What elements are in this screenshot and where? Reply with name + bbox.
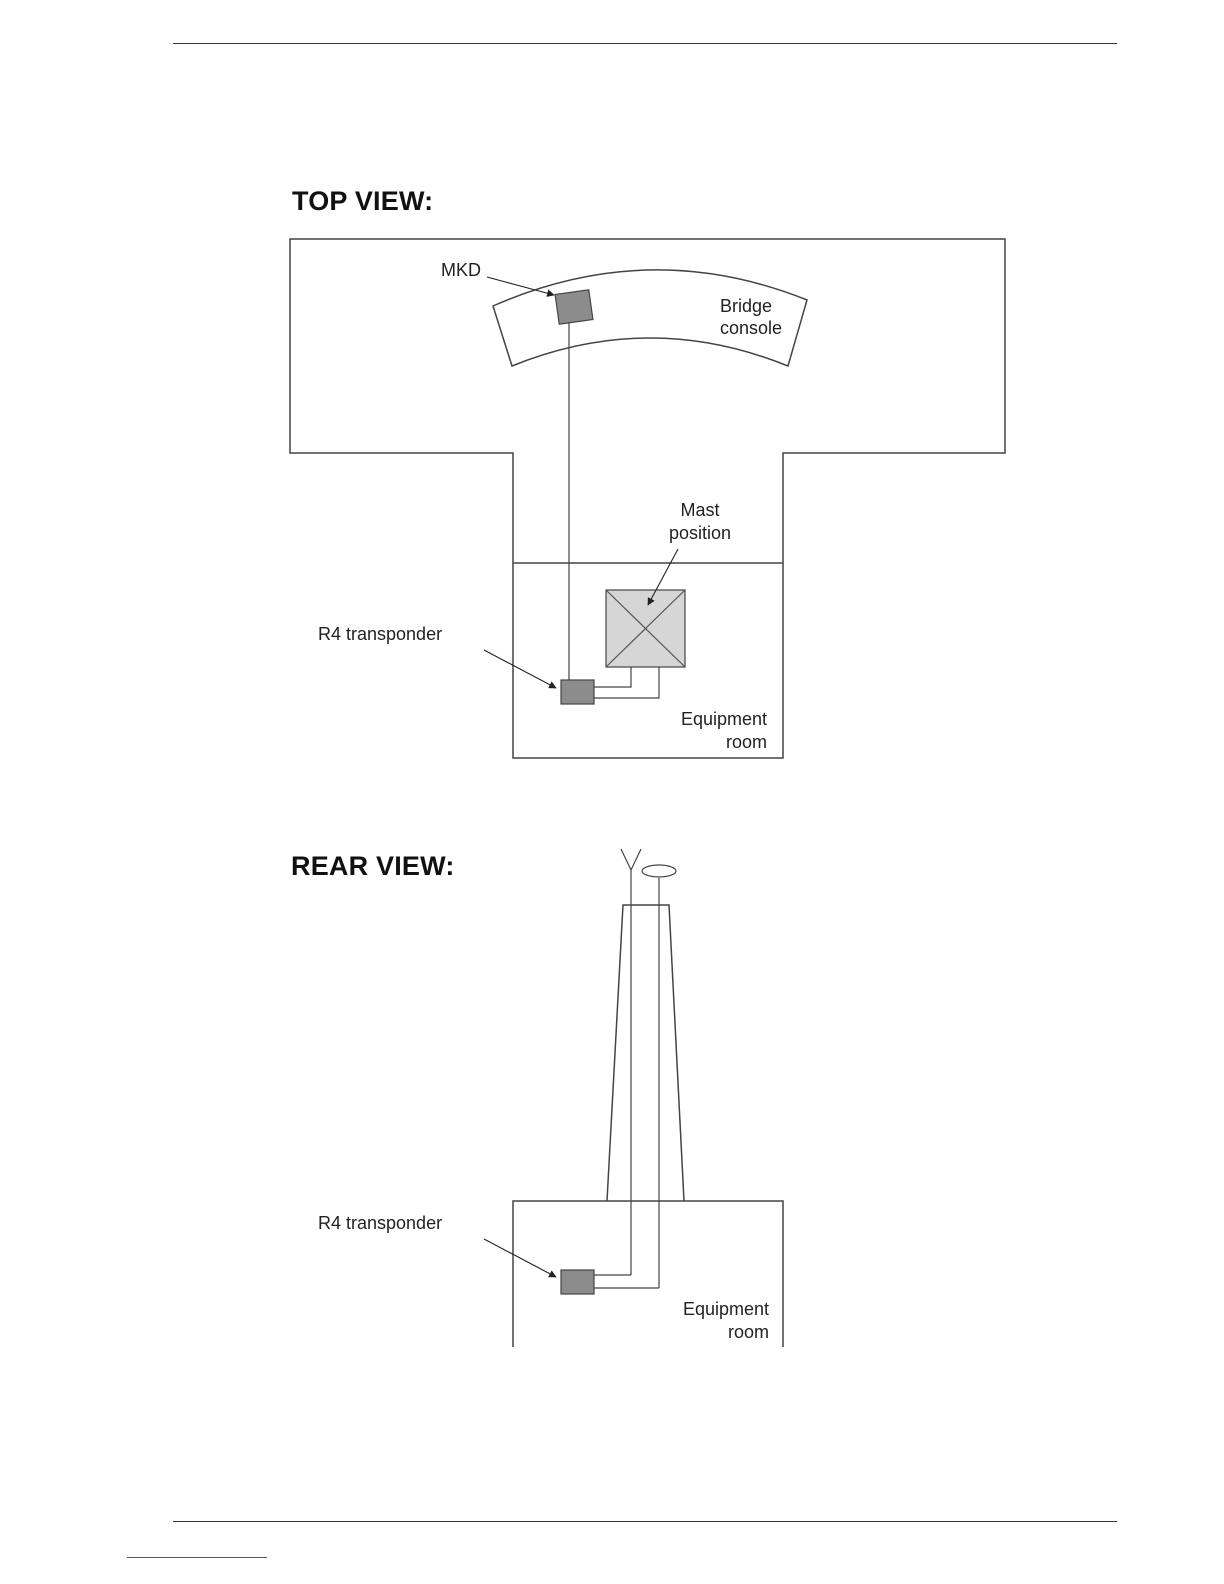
top-view-diagram: [290, 239, 1005, 758]
mast-position-label-line1: Mast: [680, 500, 720, 520]
rear-view-diagram: [318, 849, 783, 1347]
mkd-label: MKD: [441, 260, 481, 280]
rear-view-heading: REAR VIEW:: [291, 851, 455, 881]
equipment-room-label-top-line2: room: [725, 732, 767, 752]
mkd-arrow: [487, 277, 554, 295]
bridge-console-label-line2: console: [720, 318, 783, 338]
equipment-room-label-rear-line2: room: [727, 1322, 769, 1342]
equipment-room-label-rear-line1: Equipment: [682, 1299, 769, 1319]
gps-antenna-icon: [642, 865, 676, 877]
transponder-arrow-top: [484, 650, 556, 688]
r4-transponder-rear: [561, 1270, 594, 1294]
r4-transponder-top: [561, 680, 594, 704]
ship-outline-top: [290, 239, 1005, 758]
footer-rule: [173, 1521, 1117, 1522]
top-view-heading: TOP VIEW:: [292, 186, 434, 216]
footer-link-underline: [127, 1557, 267, 1558]
mast-rear: [607, 905, 684, 1201]
vhf-antenna-icon: [621, 849, 641, 870]
mast-position-label-line2: position: [668, 523, 732, 543]
antenna-cable-2-top: [594, 667, 659, 698]
transponder-arrow-rear: [484, 1239, 556, 1277]
equipment-room-label-top-line1: Equipment: [680, 709, 767, 729]
mast-position-marker: [606, 590, 685, 667]
transponder-label-rear: R4 transponder: [318, 1213, 443, 1233]
transponder-label-top: R4 transponder: [318, 624, 443, 644]
antenna-cable-1-top: [594, 667, 631, 687]
mkd-unit: [555, 290, 593, 324]
bridge-console-label-line1: Bridge: [720, 296, 773, 316]
